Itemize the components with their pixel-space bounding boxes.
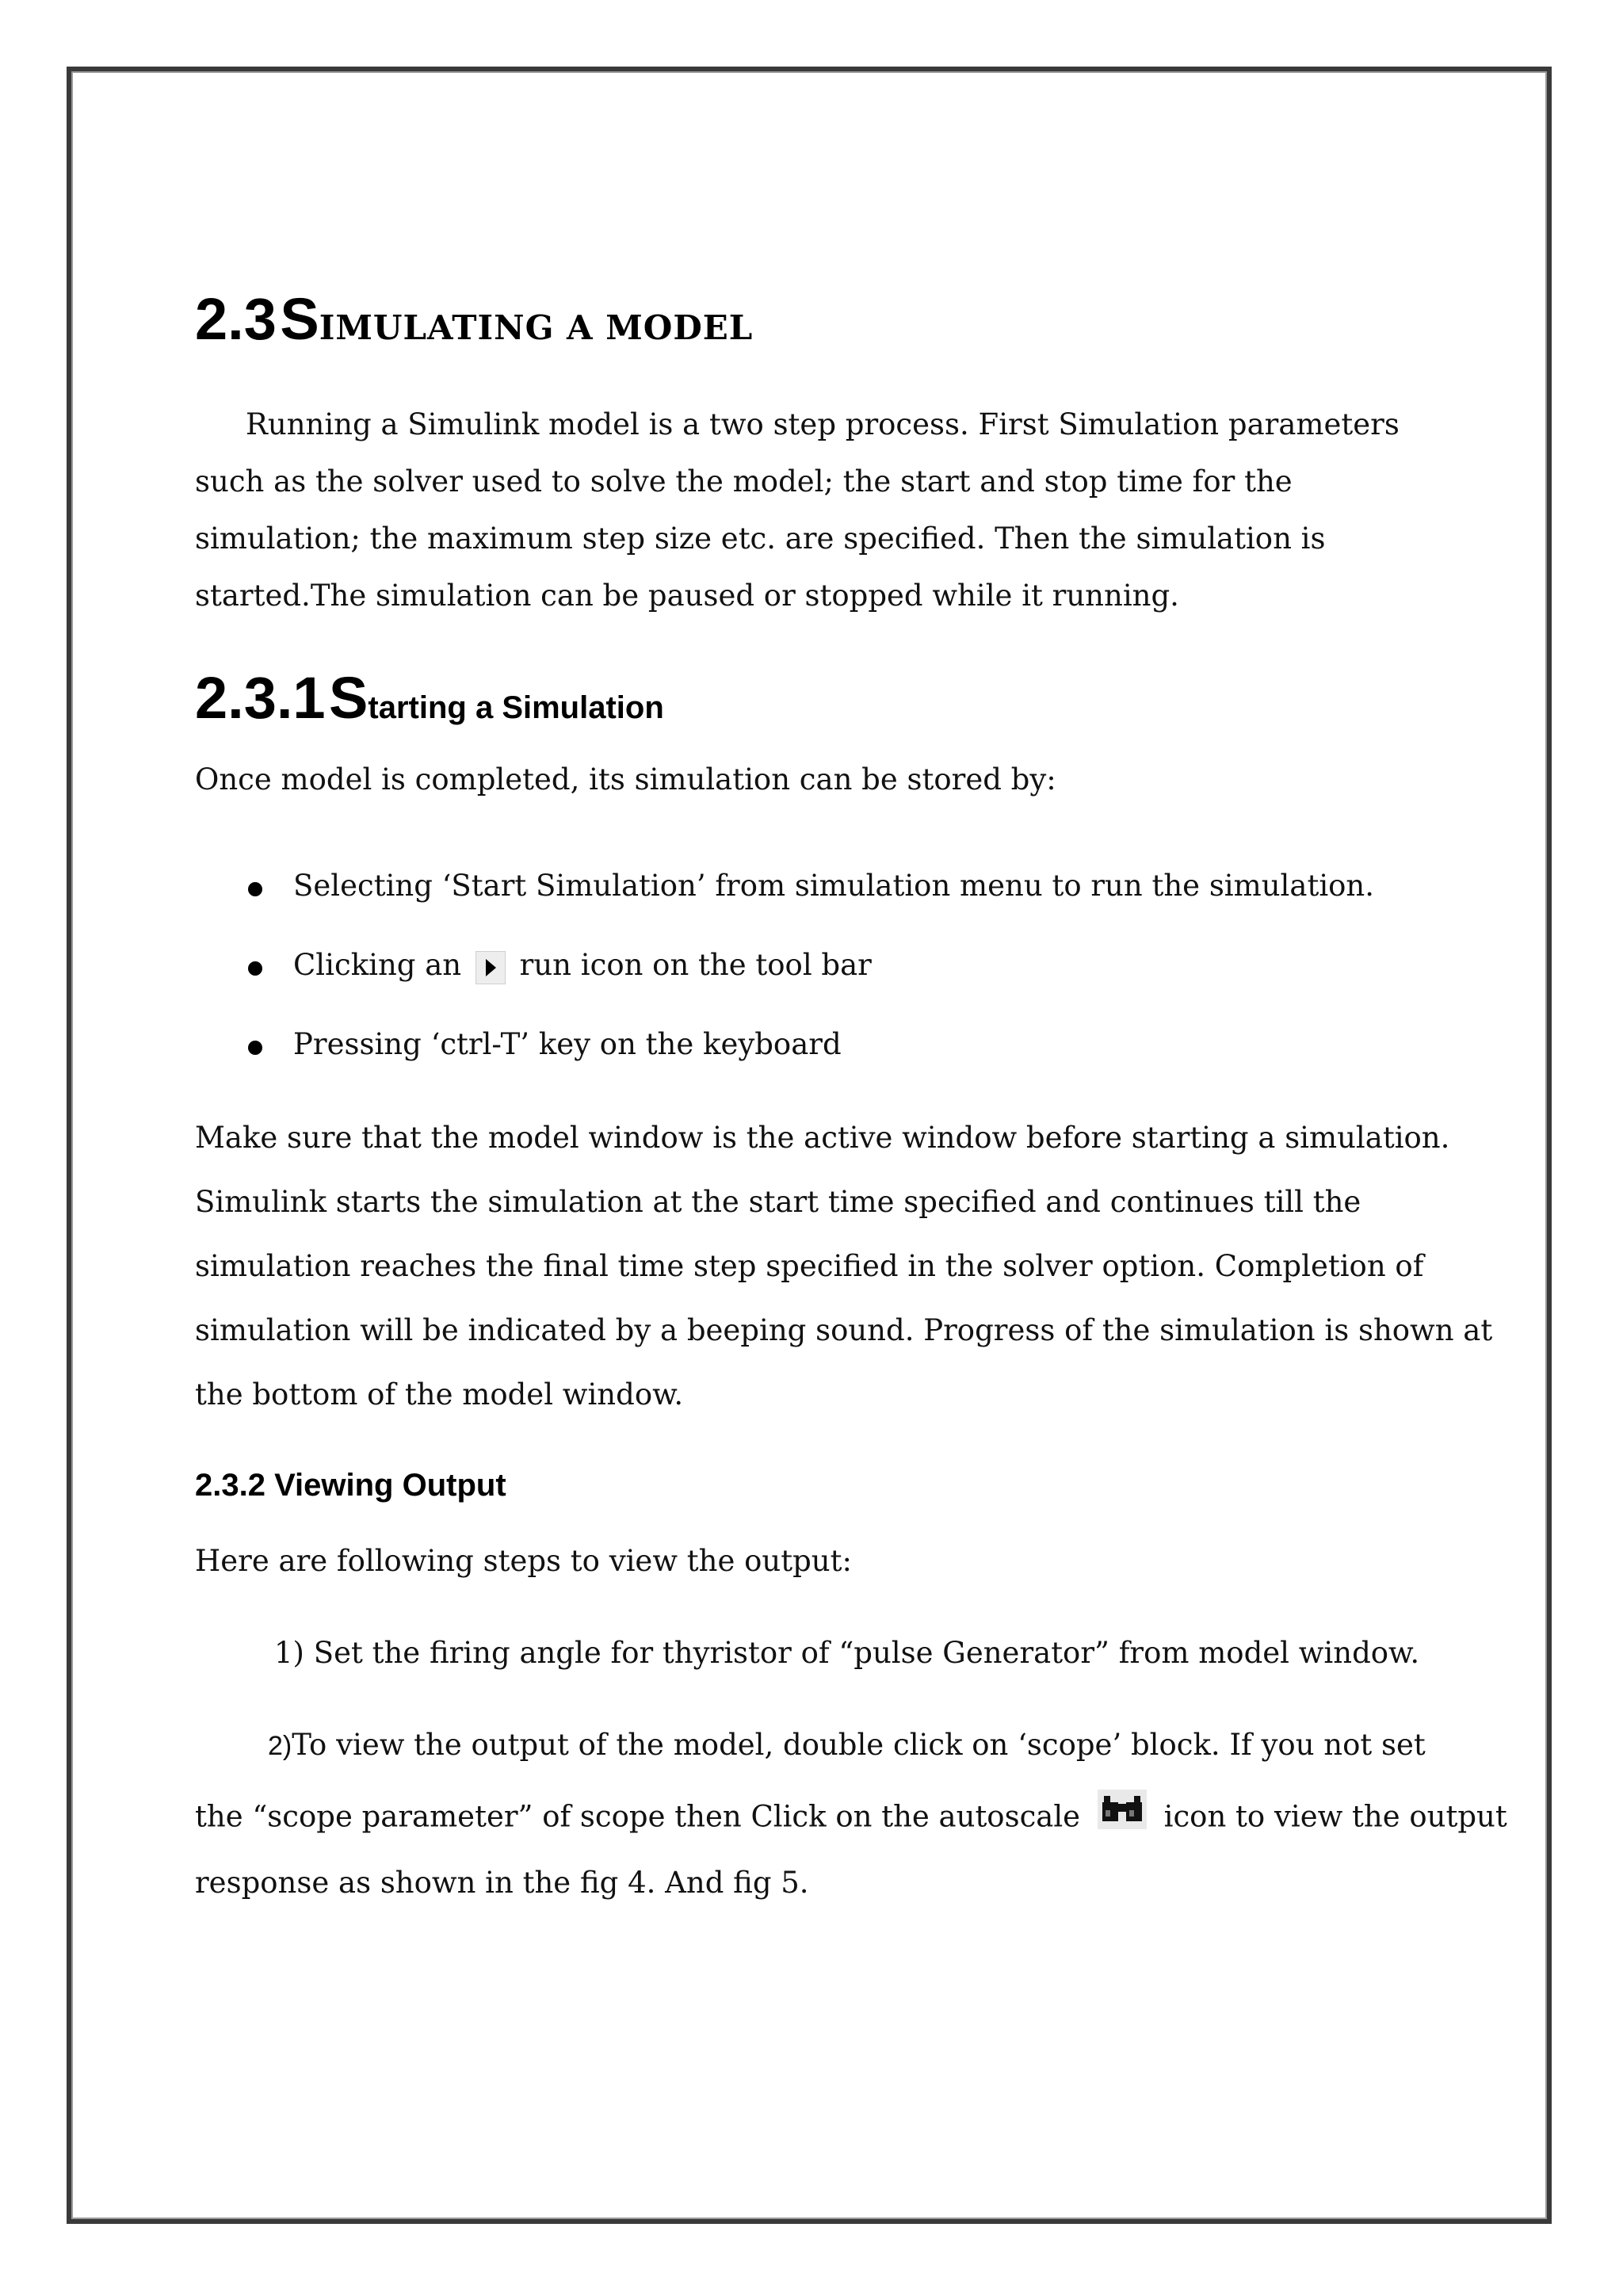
body-line: the bottom of the model window.	[195, 1377, 684, 1412]
body-line: Make sure that the model window is the active window before starting a simulation.	[195, 1121, 1450, 1155]
section-heading-2-3-2: 2.3.2 Viewing Output	[195, 1468, 506, 1503]
step-2-number: 2)	[268, 1731, 292, 1761]
body-line: simulation will be indicated by a beeping sound. Progress of the simulation is shown at	[195, 1313, 1493, 1347]
step-2-line-2b: icon to view the output	[1163, 1799, 1507, 1834]
title-rest: tarting a Simulation	[368, 690, 664, 725]
section-number: 2.3	[195, 286, 277, 352]
body-line: simulation reaches the final time step specified in the solver option. Completion of	[195, 1249, 1424, 1283]
step-2-line-1	[268, 1728, 1426, 1762]
title-initial: S	[280, 286, 319, 352]
step-1: 1) Set the firing angle for thyristor of “pulse Generator” from model window.	[274, 1636, 1420, 1670]
bullet-dot	[248, 961, 262, 976]
section-2-3-1-intro: Once model is completed, its simulation can be stored by:	[195, 762, 1056, 797]
step-2-text: To view the output of the model, double click on ‘scope’ block. If you not set	[292, 1728, 1426, 1762]
binoculars-icon	[1098, 1790, 1147, 1829]
section-number: 2.3.1	[195, 665, 326, 731]
section-2-3-paragraph: Running a Simulink model is a two step process. First Simulation parameters such as the solver used to solve the model; the start and stop time for the simulation; the maximum step size etc. are specified. Then the simulation is started.The simulation can be paused or stopped while it running.	[195, 407, 1400, 613]
bullet-item-2-text: Clicking an	[293, 948, 462, 982]
run-icon	[475, 951, 506, 984]
step-2-line-3: response as shown in the fig 4. And fig 5.	[195, 1866, 809, 1900]
bullet-dot	[248, 882, 262, 896]
step-2-line-2a: the “scope parameter” of scope then Click on the autoscale	[195, 1799, 1081, 1834]
body-line: Simulink starts the simulation at the start time specified and continues till the	[195, 1185, 1361, 1219]
bullet-item-3: Pressing ‘ctrl-T’ key on the keyboard	[293, 1027, 842, 1061]
bullet-item-2-suffix: run icon on the tool bar	[519, 948, 872, 982]
section-heading-2-3-1	[195, 664, 664, 732]
bullet-dot	[248, 1041, 262, 1055]
title-initial: S	[329, 665, 369, 731]
bullet-item-1: Selecting ‘Start Simulation’ from simulation menu to run the simulation.	[293, 869, 1375, 903]
bullet-item-2	[293, 948, 872, 984]
step-2-line-2	[195, 1799, 1507, 1839]
section-2-3-2-intro: Here are following steps to view the output:	[195, 1544, 852, 1578]
title-rest: IMULATING A MODEL	[319, 308, 754, 347]
section-heading-2-3	[195, 285, 753, 353]
